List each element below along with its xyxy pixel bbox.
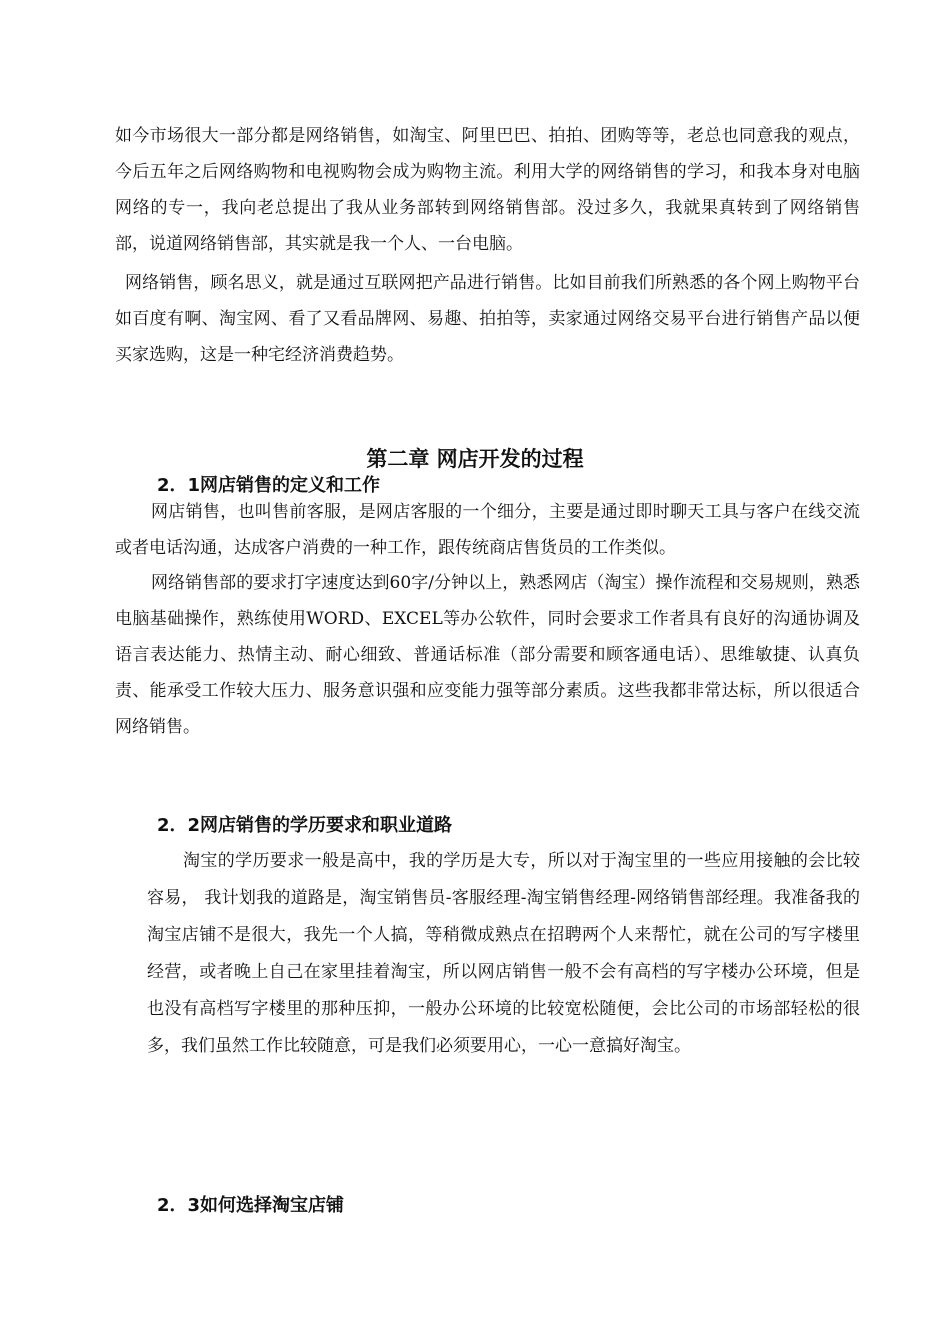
- intro-paragraph-2: 网络销售，顾名思义，就是通过互联网把产品进行销售。比如目前我们所熟悉的各个网上购物平台如百度有啊、淘宝网、看了又看品牌网、易趣、拍拍等，卖家通过网络交易平台进行销售产品以便买家选购，这是一种宅经济消费趋势。: [115, 273, 860, 365]
- section-2-1-paragraph-1: 网店销售，也叫售前客服，是网店客服的一个细分，主要是通过即时聊天工具与客户在线交流或者电话沟通，达成客户消费的一种工作，跟传统商店售货员的工作类似。: [115, 502, 860, 558]
- section-2-1-paragraph-2: 网络销售部的要求打字速度达到60字/分钟以上，熟悉网店（淘宝）操作流程和交易规则，熟悉电脑基础操作，熟练使用WORD、EXCEL等办公软件，同时会要求工作者具有良好的沟通协调及语言表达能力、热情主动、耐心细致、普通话标准（部分需要和顾客通电话）、思维敏捷、认真负责、能承受工作较大压力、服务意识强和应变能力强等部分素质。这些我都非常达标，所以很适合网络销售。: [115, 573, 860, 737]
- chapter-title: 第二章 网店开发的过程: [366, 446, 584, 471]
- section-2-3-heading: 2．3如何选择淘宝店铺: [157, 1195, 345, 1216]
- section-2-1-heading: 2．1网店销售的定义和工作: [157, 475, 381, 496]
- intro-paragraph-1: 如今市场很大一部分都是网络销售，如淘宝、阿里巴巴、拍拍、团购等等，老总也同意我的观点，今后五年之后网络购物和电视购物会成为购物主流。利用大学的网络销售的学习，和我本身对电脑网络的专一，我向老总提出了我从业务部转到网络销售部。没过多久，我就果真转到了网络销售部，说道网络销售部，其实就是我一个人、一台电脑。: [115, 126, 860, 254]
- section-2-2-heading: 2．2网店销售的学历要求和职业道路: [157, 815, 453, 836]
- section-2-2-paragraph-1: 淘宝的学历要求一般是高中，我的学历是大专，所以对于淘宝里的一些应用接触的会比较容易， 我计划我的道路是，淘宝销售员-客服经理-淘宝销售经理-网络销售部经理。我准备我的淘宝店铺不是很大，我先一个人搞，等稍微成熟点在招聘两个人来帮忙，就在公司的写字楼里经营，或者晚上自己在家里挂着淘宝，所以网店销售一般不会有高档的写字楼办公环境，但是也没有高档写字楼里的那种压抑，一般办公环境的比较宽松随便，会比公司的市场部轻松的很多，我们虽然工作比较随意，可是我们必须要用心，一心一意搞好淘宝。: [147, 851, 860, 1056]
